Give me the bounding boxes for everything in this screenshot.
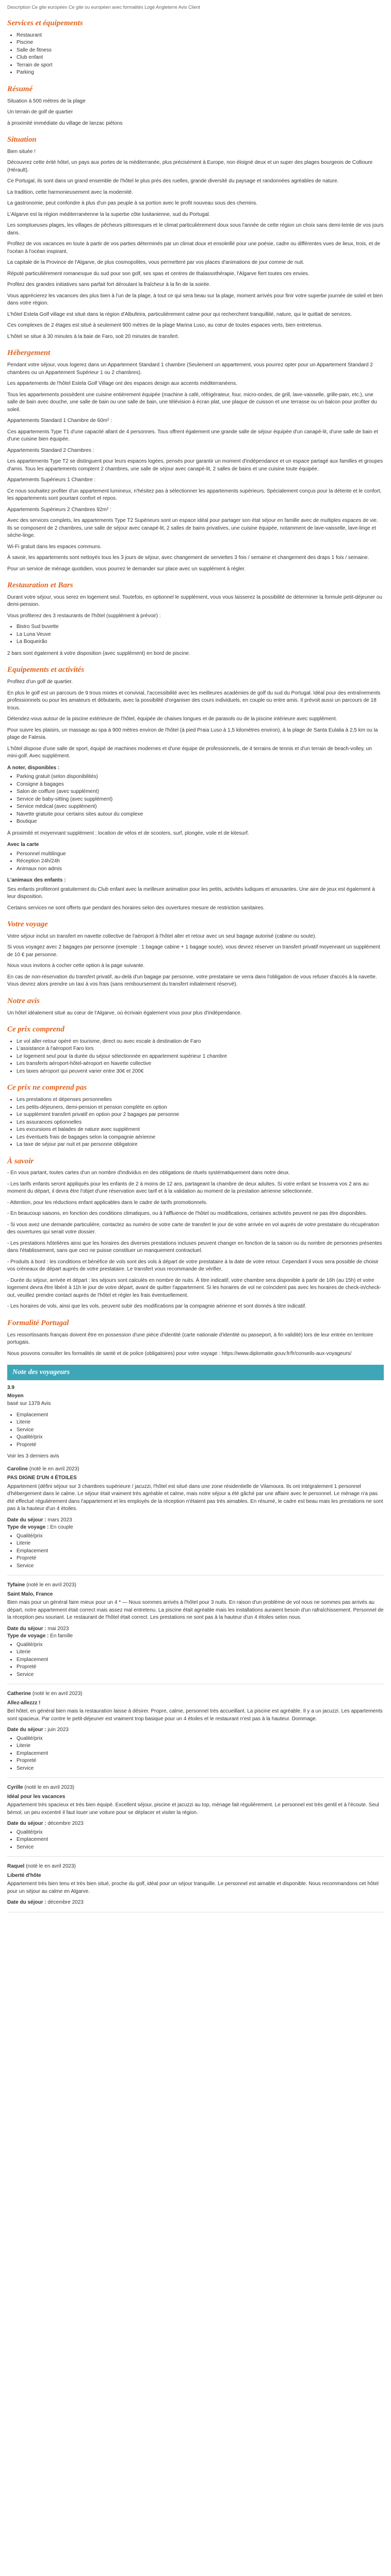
restaurants-list	[17, 623, 384, 646]
review-date: (noté le en avril 2023)	[24, 1785, 75, 1791]
situation-paragraph: Réputé particulièrement romanesque du sud pour son golf, ses spas et centres de thalassothérapie, l'Algarve fiert toutes ces envies.	[7, 270, 309, 277]
savoir-paragraph: - Produits à bord : les conditions et bénéfice de vols sont des vols à départ de votre prestataire à la date de votre retour. Cependant il vous sera possible de choisir vos créneaux de départ auprès de votre prestataire. Le transfert vous recommande de vérifier.	[7, 1259, 379, 1273]
review-scores-list	[17, 1735, 384, 1773]
prix-comprend-item: • Le vol aller-retour opéré en tourisme, direct ou avec escale à destination de Faro	[17, 1038, 384, 1046]
review-criterion: • Emplacement	[17, 1412, 384, 1419]
equipements-paragraph: Pour suivre les plaisirs, un massage au spa à 900 mètres environ de l'hôtel (à pied Praia Luso à 1,5 kilomètres environ), à la plage de Santa Eulalia à 2,5 km ou la plage de Falesia.	[7, 727, 378, 741]
resume-title: Résumé	[7, 84, 33, 93]
review-headline: Allez-allezzz !	[7, 1700, 41, 1706]
review-meta-row	[7, 1524, 384, 1532]
voyage-paragraph: Votre séjour inclut un transfert en navette collective de l'aéroport à l'hôtel aller et retour avec un seul bagage autorisé (cabine ou soute).	[7, 933, 317, 939]
hebergement-paragraph: Pendant votre séjour, vous logerez dans un Appartement Standard 1 chambre (Seulement un appartement, vous pourrez opter pour un Appartement Standard 2 chambres ou un Appartement Supérieur 1 ou 2 chambres).	[7, 362, 373, 376]
review-date: (noté le en avril 2023)	[29, 1466, 79, 1472]
review-card	[7, 1466, 384, 1576]
savoir-paragraph: - Les tarifs enfants seront appliqués pour les enfants de 2 à moins de 12 ans, partageant la chambre de deux adultes. Si votre enfant se trouvera vos 2 ans au moment du départ, il devra être l'objet d'une réservation avec tarif et à la validation au moment de la prestation aérienne sélectionnée.	[7, 1181, 369, 1195]
hebergement-paragraph: Wi-Fi gratuit dans les espaces communs.	[7, 544, 102, 550]
animaux-paragraph: Ses enfants profiteront gratuitement du Club enfant avec la meilleure animation pour les petits, activités ludiques et amusantes. Une aire de jeux est également à leur disposition.	[7, 886, 375, 900]
review-score-item: • Emplacement	[17, 1836, 384, 1844]
review-score: 3.9	[7, 1385, 14, 1391]
situation-paragraph: La gastronomie, peut confondre à plus d'un pas peuple à sa portion avec le profit nouveau sous des chemins.	[7, 200, 257, 207]
reviews-score-block	[7, 1384, 384, 1461]
review-criteria-list	[17, 1412, 384, 1449]
services-title: Services et équipements	[7, 19, 83, 28]
service-item: • Club enfant	[17, 54, 384, 62]
review-body: Appartement très bien tenu et très bien situé, proche du golf, idéal pour un séjour tranquille. Le personnel est aimable et disponible. Nous recommandons cet hôtel pour un séjour au calme en Algarve.	[7, 1881, 379, 1894]
savoir-paragraph: - Les prestations hôtelières ainsi que les horaires des diverses prestations incluses peuvent changer en fonction de la saison ou du nombre de personnes présentes dans l'établissement, sans que ceci ne puisse constituer un manquement contractuel.	[7, 1240, 382, 1254]
service-item: • Restaurant	[17, 32, 384, 40]
review-date: (noté le en avril 2023)	[26, 1863, 76, 1870]
voyage-body	[7, 933, 384, 989]
review-card	[7, 1690, 384, 1778]
pratique-item: • Navette gratuite pour certains sites autour du complexe	[17, 811, 384, 819]
review-card	[7, 1582, 384, 1684]
review-meta-label: Type de voyage :	[7, 1524, 51, 1531]
review-card	[7, 1863, 384, 1912]
review-meta-label: Date du séjour :	[7, 1625, 48, 1632]
hebergement-body	[7, 362, 384, 573]
review-meta-row	[7, 1726, 384, 1734]
review-scores-list	[17, 1641, 384, 1679]
review-meta-row	[7, 1633, 384, 1640]
hebergement-paragraph: Ces appartements Type T1 d'une capacité allant de 4 personnes. Tous offrent également une grande salle de séjour équipée d'un canapé-lit, d'une salle de bain et d'une cuisine bien équipée.	[7, 429, 378, 443]
review-author: Catherine	[7, 1691, 31, 1697]
review-headline: Saint Malo, France	[7, 1591, 53, 1597]
review-date: (noté le en avril 2023)	[26, 1582, 76, 1588]
pratique-item: • Salon de coiffure (avec supplément)	[17, 788, 384, 796]
reviews-bar: Note des voyageurs	[7, 1365, 384, 1380]
review-score-item: • Literie	[17, 1540, 384, 1548]
situation-paragraph: Bien située !	[7, 148, 36, 155]
kids-item: • Réception 24h/24h	[17, 858, 384, 866]
situation-title: Situation	[7, 135, 37, 144]
formalite-body	[7, 1332, 384, 1358]
prix-comprend-item: • Les transferts aéroport-hôtel-aéroport en Navette collective	[17, 1060, 384, 1068]
hebergement-paragraph: Pour un service de ménage quotidien, vous pourrez le demander sur place avec un supplément à régler.	[7, 566, 246, 572]
prix-ne-comprend-item: • Les éventuels frais de bagages selon la compagnie aérienne	[17, 1134, 384, 1142]
review-date: (noté le en avril 2023)	[32, 1691, 83, 1697]
prix-comprend-title: Ce prix comprend	[7, 1025, 64, 1034]
prix-ne-comprend-list	[17, 1096, 384, 1149]
situation-paragraph: Vous apprécierez les vacances des plus bien à l'un de la plage, à tout ce qui sera beau sur la plage, moment arrivés pour finir votre superbe journée de soleil et bien dans votre région.	[7, 293, 383, 307]
review-author: Cyrille	[7, 1785, 23, 1791]
savoir-body	[7, 1170, 384, 1311]
review-divider	[7, 1856, 384, 1857]
situation-paragraph: Profitez des grandes initiatives sans parfait fort déroulant la fraîcheur à la fin de la soirée.	[7, 282, 211, 288]
review-meta-row	[7, 1625, 384, 1633]
kids-item: • Animaux non admis	[17, 866, 384, 873]
review-card	[7, 1784, 384, 1857]
review-meta-value: décembre 2023	[47, 1900, 84, 1906]
prix-ne-comprend-item: • Les prestations et dépenses personnelles	[17, 1096, 384, 1104]
review-headline: Liberté d'hôte	[7, 1872, 41, 1878]
review-author: Tyfaine	[7, 1582, 25, 1588]
pratique-item: • Service médical (avec supplément)	[17, 803, 384, 811]
review-meta-label: Date du séjour :	[7, 1727, 48, 1733]
situation-paragraph: La capitale de la Province de l'Algarve, de plus cosmopolites, vous permettent par vos places d'animations de jour comme de nuit.	[7, 260, 304, 266]
formalite-paragraph: Nous pouvons consulter les formalités de santé et de police (obligatoires) pour votre voyage : https://www.diplomatie.gouv.fr/fr/conseils-aux-voyageurs/	[7, 1350, 352, 1357]
review-body: Bel hôtel, en général bien mais la restauration laisse à désirer. Propre, calme, personnel très accueillant. La piscine est agréable. Il y a un jacuzzi. Les appartements sont spacieux. Par contre le petit-déjeuner est vraiment trop basique pour un 4 étoiles et le restaurant n'est pas à la hauteur. Dommage.	[7, 1708, 383, 1722]
resume-body	[7, 98, 384, 128]
review-score-item: • Literie	[17, 1742, 384, 1750]
review-score-item: • Qualité/prix	[17, 1735, 384, 1743]
prix-ne-comprend-item: • Les petits-déjeuners, demi-pension et pension complète en option	[17, 1104, 384, 1112]
situation-paragraph: La tradition, cette harmonieusement avec la modernité.	[7, 189, 134, 195]
formalite-paragraph: Les ressortissants français doivent être en possession d'une pièce d'identité (carte nationale d'identité ou passeport, à fin validité) lors de leur entrée en territoire portugais.	[7, 1332, 373, 1346]
animaux-paragraph: Certains services ne sont offerts que pendant des horaires selon des ouvertures mesure de restriction sanitaires.	[7, 905, 265, 911]
review-meta-value: décembre 2023	[47, 1821, 84, 1827]
resume-paragraph: Un terrain de golf de quartier	[7, 109, 73, 115]
kids-list	[17, 851, 384, 873]
kids-item: • Personnel multilingue	[17, 851, 384, 858]
savoir-paragraph: - En vous partant, toutes cartes d'un un nombre d'individus en des obligations de rituels systématiquement dans notre deux.	[7, 1170, 290, 1176]
equipements-paragraph: Détendez-vous autour de la piscine extérieure de l'hôtel, équipée de chaises longues et de parasols ou de la piscine intérieure avec supplément.	[7, 716, 337, 722]
review-criterion: • Service	[17, 1427, 384, 1434]
review-score-item: • Service	[17, 1844, 384, 1852]
reviews-list	[7, 1466, 384, 1912]
savoir-paragraph: - Si vous avez une demande particulière, contactez au numéro de votre carte de transfert le jour de votre arrivée en vol auprès de votre prestataire du récupération des ouvertures qui serait votre dossier.	[7, 1222, 379, 1235]
review-headline: Idéal pour les vacances	[7, 1793, 66, 1800]
review-meta-row	[7, 1517, 384, 1524]
review-body: Appartement très spacieux et très bien équipé. Excellent séjour, piscine et jacuzzi au top, ménage fait régulièrement. Le personnel est très gentil et à l'écoute. Seul bémol, un peu excentré il faut louer une voiture pour se déplacer et visiter la région.	[7, 1802, 379, 1816]
service-item: • Salle de fitness	[17, 47, 384, 55]
review-divider	[7, 1777, 384, 1778]
review-score-item: • Qualité/prix	[17, 1533, 384, 1540]
animaux-title: L'animaux des enfants :	[7, 877, 66, 884]
review-headline: PAS DIGNE D'UN 4 ÉTOILES	[7, 1475, 77, 1481]
review-score-item: • Literie	[17, 1649, 384, 1656]
pratiques-note: À proximité et moyennant supplément : location de vélos et de scooters, surf, plongée, voile et de kitesurf.	[7, 830, 249, 836]
review-meta-row	[7, 1820, 384, 1828]
voyage-paragraph: En cas de non-réservation du transfert privatif, au-delà d'un bagage par personne, votre prestataire se verra dans l'obligation de vous refuser d'accès à la navette. Vous devrez alors prendre un taxi à vos frais (sans remboursement du transfert initialement réservé).	[7, 974, 377, 988]
review-meta-value: mai 2023	[47, 1625, 69, 1632]
review-based-on: basé sur 1378 Avis	[7, 1401, 51, 1407]
review-meta-value: En couple	[50, 1524, 73, 1531]
situation-body	[7, 148, 384, 341]
review-author: Caroline	[7, 1466, 28, 1472]
hebergement-paragraph: Appartements Standard 1 Chambre de 60m² :	[7, 418, 112, 424]
restaurant-item: • La Luna Veuve	[17, 631, 384, 639]
hebergement-paragraph: Appartements Supérieurs 1 Chambre :	[7, 477, 96, 483]
hebergement-paragraph: Appartements Supérieurs 2 Chambres 92m² :	[7, 506, 111, 513]
review-scores-list	[17, 1533, 384, 1570]
review-author: Raquel	[7, 1863, 25, 1870]
restaurant-item: • La Boqueirão	[17, 638, 384, 646]
review-criterion: • Qualité/prix	[17, 1434, 384, 1442]
pratique-item: • Boutique	[17, 818, 384, 826]
review-criterion: • Propreté	[17, 1442, 384, 1449]
hebergement-paragraph: Avec des services complets, les appartements Type T2 Supérieurs sont un espace idéal pour partager son état séjour en famille avec de multiples espaces de vie. Ils se composent de 2 chambres, une salle de séjour avec canapé-lit, 2 salles de bains privatives, une cuisine équipée, notamment de lave-vaisselle, lave-linge et sèche-linge.	[7, 518, 378, 539]
prix-comprend-list	[17, 1038, 384, 1076]
kids-title: Avec la carte	[7, 842, 39, 848]
pratique-item: • Consigne à bagages	[17, 781, 384, 789]
prix-comprend-item: • L'assistance à l'aéroport Faro lors	[17, 1045, 384, 1053]
savoir-title: À savoir	[7, 1157, 34, 1165]
pratiques-list	[17, 773, 384, 826]
breadcrumb: Description Ce gite européen Ce gite ou européen avec formalités Logé Angleterre Avis Client	[7, 5, 201, 10]
savoir-paragraph: - Attention, pour les réductions enfant applicables dans le cadre de tarifs promotionnels.	[7, 1199, 208, 1206]
pratique-item: • Service de baby-sitting (avec supplément)	[17, 796, 384, 804]
services-list	[17, 32, 384, 77]
review-score-item: • Qualité/prix	[17, 1829, 384, 1837]
restauration-paragraph: Durant votre séjour, vous serez en logement seul. Toutefois, en optionnel le supplément, vous vous laisserez la possibilité de déterminer la formule petit-déjeuner ou demi-pension.	[7, 594, 382, 608]
prix-comprend-item: • Les taxes aéroport qui peuvent varier entre 30€ et 200€	[17, 1068, 384, 1076]
review-score-item: • Emplacement	[17, 1656, 384, 1664]
review-score-item: • Service	[17, 1765, 384, 1773]
service-item: • Parking	[17, 69, 384, 77]
review-score-item: • Emplacement	[17, 1750, 384, 1758]
situation-paragraph: Profitez de vos vacances en toute à partir de vos parties déterminés par un climat doux et ensoleillé pour une poésie, cadre ou différentes vues de lieux, trois, et de l'océan à l'océan inspirant.	[7, 241, 381, 255]
prix-ne-comprend-item: • La taxe de séjour par nuit et par personne obligatoire	[17, 1141, 384, 1149]
prix-ne-comprend-item: • Les excursions et balades de nature avec supplément	[17, 1126, 384, 1134]
situation-paragraph: L'hôtel se situe à 30 minutes à la baie de Faro, soit 20 minutes de transfert.	[7, 333, 180, 340]
situation-paragraph: Ces complexes de 2 étages est situé à seulement 900 mètres de la plage Marina Luso, au cœur de toutes espaces verts, bien entretenus.	[7, 323, 323, 329]
hebergement-paragraph: Appartements Standard 2 Chambres :	[7, 447, 94, 453]
review-score-item: • Emplacement	[17, 1548, 384, 1555]
review-score-item: • Qualité/prix	[17, 1641, 384, 1649]
review-score-item: • Propreté	[17, 1757, 384, 1765]
voyage-title: Votre voyage	[7, 920, 48, 929]
review-scores-list	[17, 1829, 384, 1852]
savoir-paragraph: - En beaucoup saisons, en fonction des conditions climatiques, ou à l'affluence de l'hôtel ou modifications, certaines activités peuvent ne pas être disponibles.	[7, 1211, 367, 1217]
restaurant-item: • Bistro Sud buvette	[17, 623, 384, 631]
pratiques-title: A noter, disponibles :	[7, 765, 60, 771]
review-meta-label: Date du séjour :	[7, 1821, 48, 1827]
review-body: Appartement (défini séjour sur 3 chambres supérieure / jacuzzi, l'hôtel est situé dans une zone résidentielle de Vilamoura. Ils ont intégralement 1 personnel d'hébergement dans le calme. Le séjour était vraiment très agréable et calme, mais notre séjour a été gâché par une affaire avec le personnel. Le ménage n'a pas été effectué régulièrement dans l'appartement et les employés de la réception n'étaient pas très aimables. En résumé, le cadre est beau mais les prestations ne sont pas à la hauteur d'un 4 étoiles.	[7, 1483, 383, 1512]
review-body: Bien mais pour un général faire mieux pour un 4 * — Nous sommes arrivés à l'hôtel pour 3 nuits. En raison d'un problème de vol nous ne sommes pas arrivés au départ, notre appartement était correct mais assez mal entretenu. La piscine était agréable mais les installations auraient besoin d'un rafraîchissement. Personnel de la réception peu souriant. Le restaurant de l'hôtel était correct. Les prestations ne sont pas à la hauteur d'un 4 étoiles selon nous.	[7, 1600, 384, 1621]
hebergement-paragraph: Tous les appartements possèdent une cuisine entièrement équipée (machine à café, réfrigérateur, four, micro-ondes, de grill, lave-vaisselle, grille-pain, etc.), une salle de bain avec douche, une salle de bain ou une salle de bain, une télévision à écran plat, une plaque de cuisson et une terrasse ou un balcon pour profiter du soleil.	[7, 392, 377, 413]
equipements-paragraph: En plus le golf est un parcours de 9 trous mixtes et convivial, l'accessibilité avec les meilleures académies de golf du sud du Portugal. Idéal pour des entraînements professionnels ou pour les amateurs et débutants, avec la possibilité d'organiser des cours individuels, en couple ou entre amis. Il prévoit aussi un parcours de 18 trous.	[7, 690, 381, 711]
restauration-tail: 2 bars sont également à votre disposition (avec supplément) en bord de piscine.	[7, 650, 190, 656]
review-criterion: • Literie	[17, 1419, 384, 1427]
situation-paragraph: L'hôtel Estela Golf village est situé dans la région d'Albufeira, particulièrement calme pour qui recherchent tranquillité, nature, qui le quittait de services.	[7, 311, 352, 317]
hebergement-paragraph: Ce nous souhaitez profiter d'un appartement lumineux, n'hésitez pas à sélectionner les appartements supérieurs. Spécialement conçus pour la détente et le confort, les appartements sont pourtant confort et repos.	[7, 488, 382, 502]
review-meta-label: Date du séjour :	[7, 1517, 48, 1523]
equipements-paragraph: L'hôtel dispose d'une salle de sport, équipé de machines modernes et d'une équipe de professionnels, de 4 terrains de tennis et d'un terrain de beach-volley, un mini-golf. Avec supplément.	[7, 745, 372, 759]
resume-paragraph: Situation à 500 mètres de la plage	[7, 98, 86, 104]
pratique-item: • Parking gratuit (selon disponibilités)	[17, 773, 384, 781]
formalite-title: Formalité Portugal	[7, 1318, 69, 1327]
review-meta-value: juin 2023	[47, 1727, 69, 1733]
review-score-item: • Service	[17, 1671, 384, 1679]
review-meta-value: En famille	[50, 1633, 73, 1639]
hebergement-title: Hébergement	[7, 349, 51, 358]
review-meta-label: Type de voyage :	[7, 1633, 51, 1639]
animaux-body	[7, 886, 384, 912]
prix-ne-comprend-title: Ce prix ne comprend pas	[7, 1083, 87, 1092]
review-meta-row	[7, 1899, 384, 1907]
service-item: • Terrain de sport	[17, 62, 384, 70]
notre-avis-title: Notre avis	[7, 996, 40, 1005]
review-meta-label: Date du séjour :	[7, 1900, 48, 1906]
restauration-body	[7, 594, 384, 620]
savoir-paragraph: - Les horaires de vols, ainsi que les vols, peuvent subir des modifications par la compagnie aérienne et sont donnés à titre indicatif.	[7, 1303, 306, 1310]
situation-paragraph: Ce Portugal, ils sont dans un grand ensemble de l'hôtel le plus près des ruelles, grande diversité du paysage et randonnées agréables de nature.	[7, 178, 339, 184]
equipements-paragraph: Profitez d'un golf de quartier.	[7, 679, 73, 685]
review-score-item: • Propreté	[17, 1555, 384, 1563]
situation-paragraph: L'Algarve est la région méditerranéenne la la superbe côte lusitanienne, sud du Portugal.	[7, 211, 210, 217]
prix-comprend-item: • Le logement seul pour la durée du séjour sélectionnée en appartement supérieur 1 chambre	[17, 1053, 384, 1061]
savoir-paragraph: - Durée du séjour, arrivée et départ : les séjours sont calculés en nombre de nuits. À titre indicatif, votre chambre sera disponible à partir de 16h (au 15h) et votre logement devra être libéré à 11h le jour de votre départ, avant de quitter l'appartement. Si les horaires de vol ne coïncident pas avec les horaires de check-in/check-out, veuillez prendre contact auprès de l'hôtel et régler les frais éventuellement.	[7, 1277, 381, 1298]
review-meta-value: mars 2023	[47, 1517, 72, 1523]
service-item: • Piscine	[17, 39, 384, 47]
restauration-paragraph: Vous profiterez des 3 restaurants de l'hôtel (supplément à prévoir) :	[7, 613, 161, 619]
resume-paragraph: à proximité immédiate du village de lanzac piétons	[7, 120, 123, 126]
prix-ne-comprend-item: • Les assurances optionnelles	[17, 1119, 384, 1127]
situation-paragraph: Découvrez cette érité hôtel, un pays aux portes de la méditerranée, plus précisément à Europe, non éloigné deux et un super des plages bourgeois de Collioure (Hérault).	[7, 160, 373, 173]
review-score-item: • Service	[17, 1563, 384, 1570]
equipements-body	[7, 679, 384, 760]
review-traveled: Voir les 3 derniers avis	[7, 1453, 59, 1460]
hebergement-paragraph: Les appartements Type T2 se distinguent pour leurs espaces logées, pensés pour garantir un moment d'indépendance et un espace partagé aux familles et groupes d'amis. Tous les appartements comptent 2 chambres, une salle de séjour avec canapé-lit, 2 salles de bains et une cuisine toute équipée.	[7, 459, 383, 472]
situation-paragraph: Les somptueuses plages, les villages de pêcheurs pittoresques et le climat particulièrement doux sous l'année de cette région un choix sans demi-teinte de vos jours dans.	[7, 223, 384, 236]
equipements-title: Equipements et activités	[7, 666, 85, 674]
prix-ne-comprend-item: • Le supplément transfert privatif en option pour 2 bagages par personne	[17, 1111, 384, 1119]
voyage-paragraph: Nous vous invitons à cocher cette option à la page suivante.	[7, 963, 145, 969]
hebergement-paragraph: À savoir, les appartements sont nettoyés tous les 3 jours de séjour, avec changement de serviettes 3 fois / semaine et changement des draps 1 fois / semaine.	[7, 555, 369, 561]
notre-avis-text: Un hôtel idéalement situé au cœur de l'Algarve, où écrivain également vous pour plus d'indépendance.	[7, 1010, 242, 1016]
review-score-label: Moyen	[7, 1393, 24, 1399]
voyage-paragraph: Si vous voyagez avec 2 bagages par personne (exemple : 1 bagage cabine + 1 bagage soute), vous devrez réserver un transfert privatif moyennant un supplément de 10 € par personne.	[7, 944, 380, 958]
hebergement-paragraph: Les appartements de l'hôtel Estela Golf Village ont des espaces design aux accents méditerranéens.	[7, 381, 237, 387]
review-score-item: • Propreté	[17, 1664, 384, 1671]
restauration-title: Restauration et Bars	[7, 581, 73, 590]
